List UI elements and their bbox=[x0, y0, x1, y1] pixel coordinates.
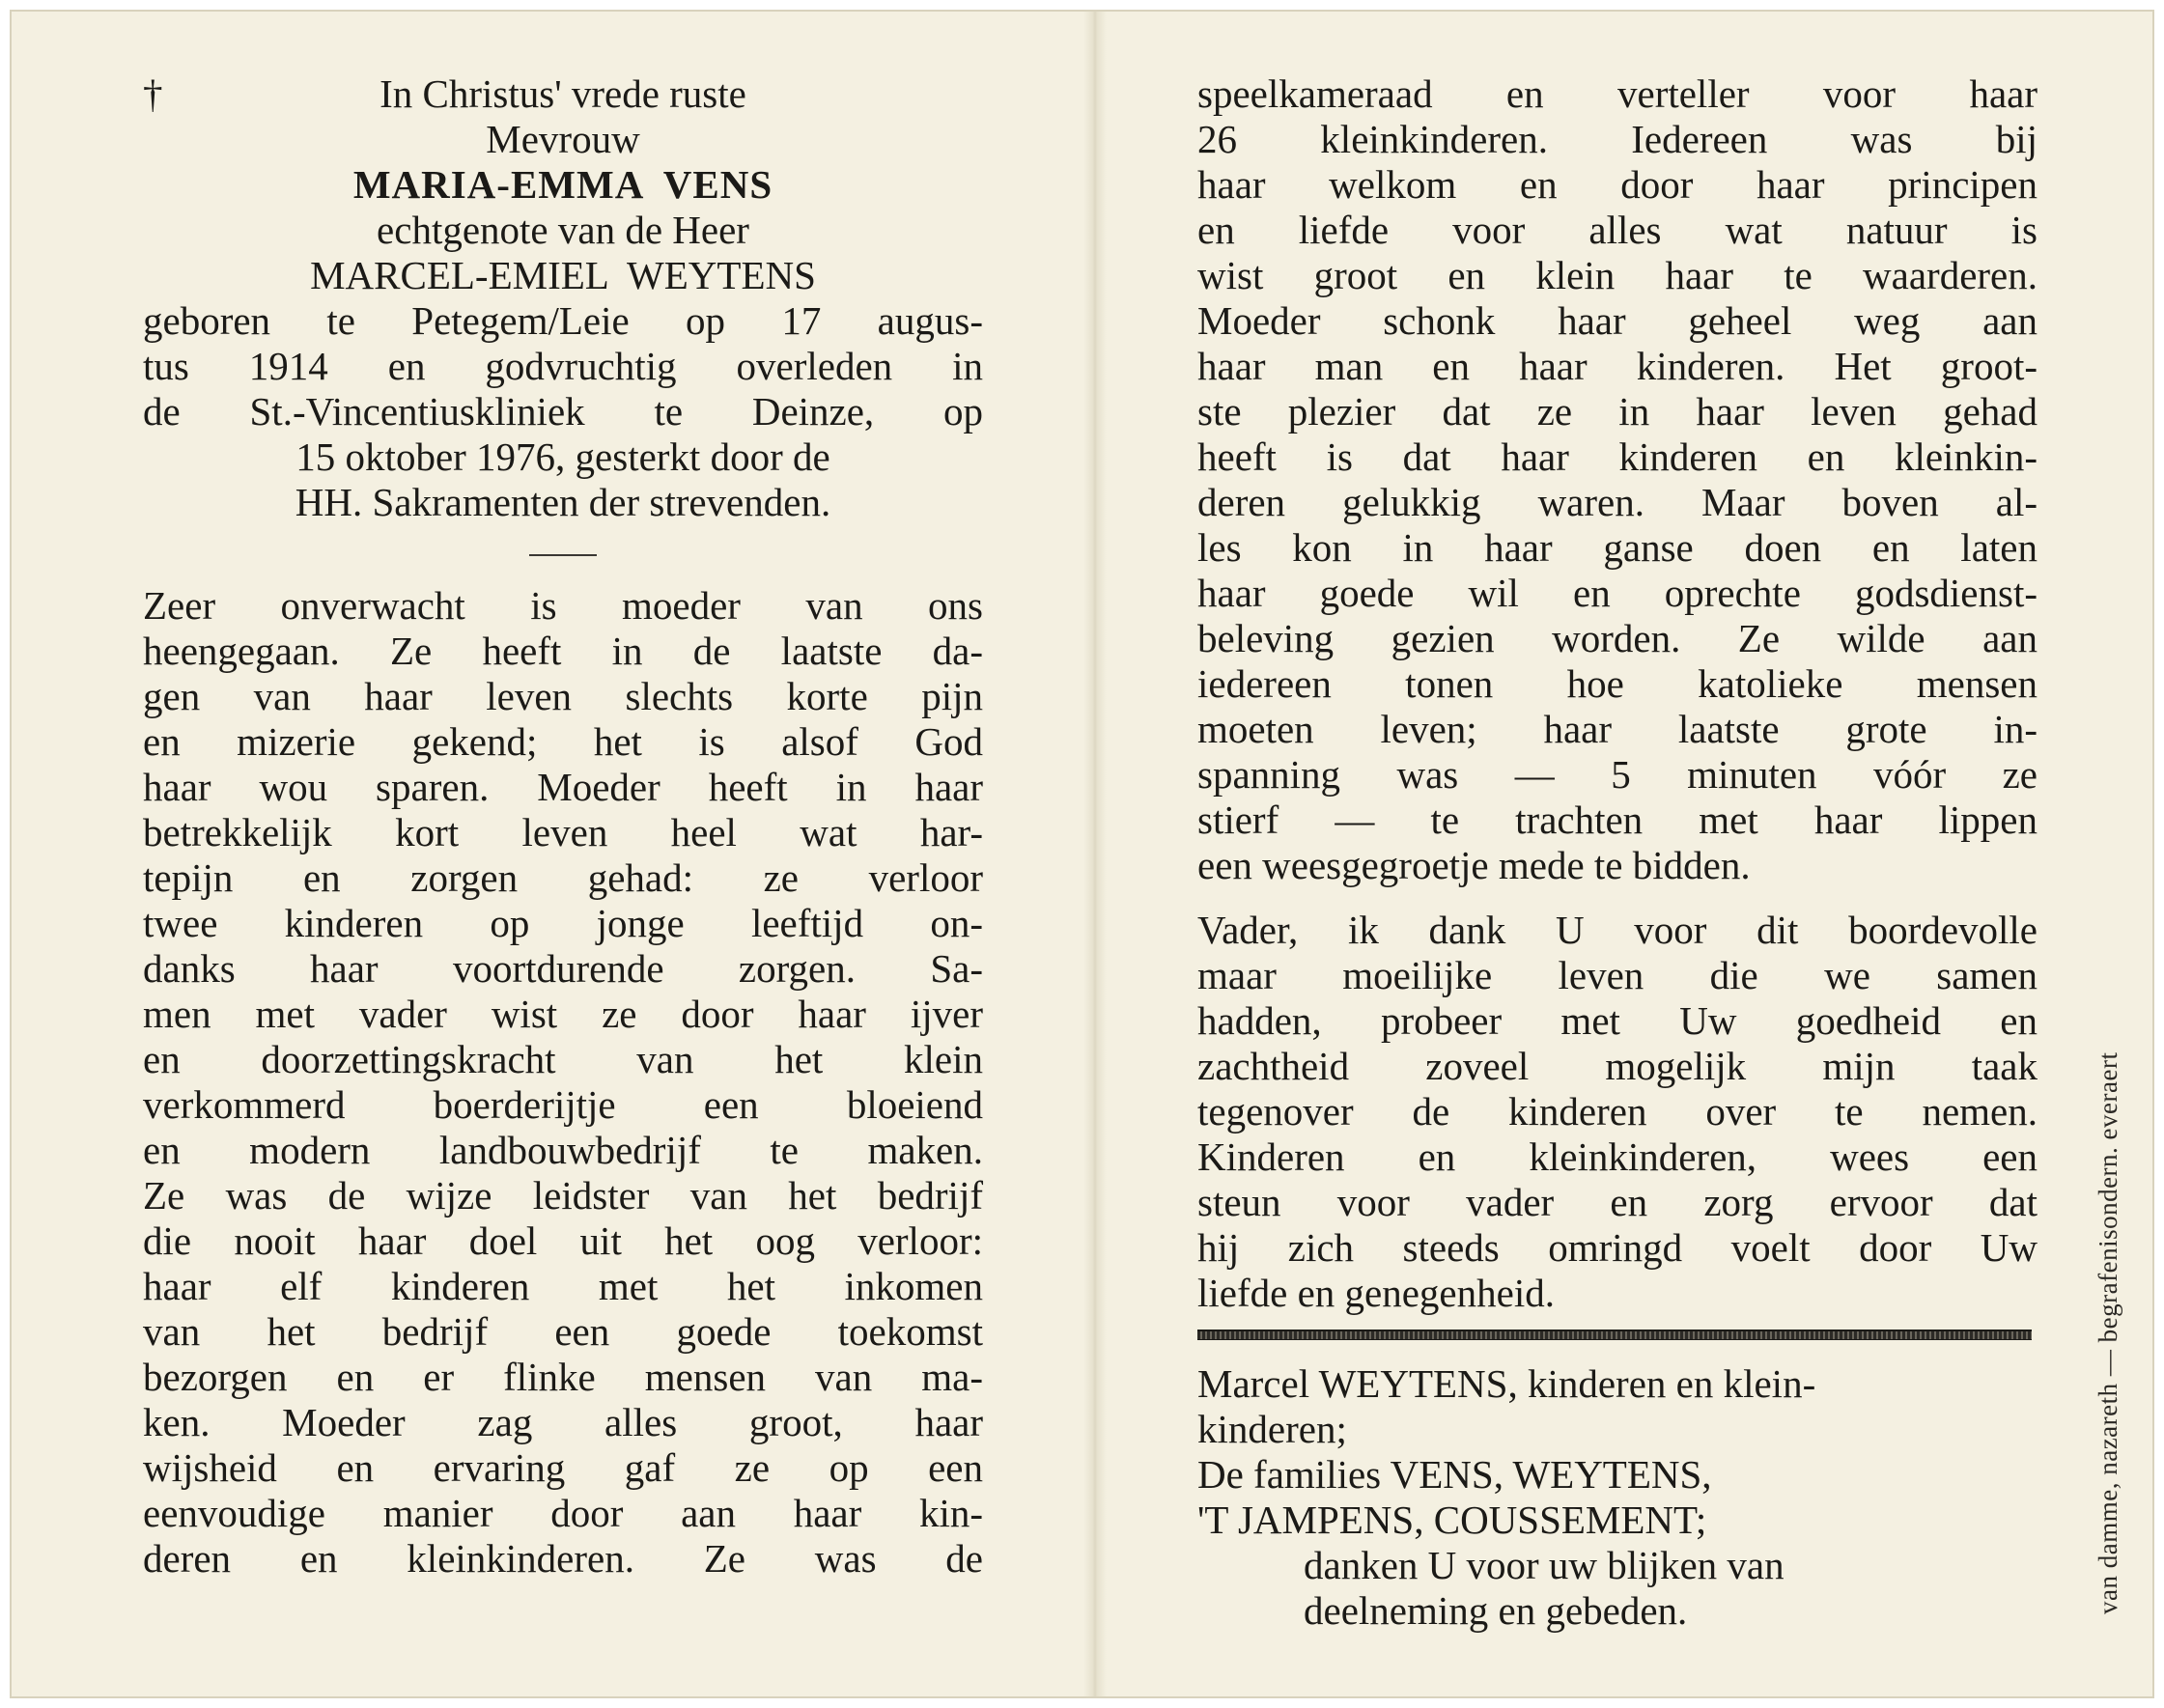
eulogy-line: les kon in haar ganse doen en laten bbox=[1197, 525, 2038, 570]
printer-imprint: van damme, nazareth — begrafenisondern. everaert bbox=[2094, 1051, 2122, 1614]
prayer-line: Vader, ik dank U voor dit boordevolle bbox=[1197, 908, 2038, 952]
prayer-line: hadden, probeer met Uw goedheid en bbox=[1197, 998, 2038, 1043]
deceased-name: MARIA-EMMA VENS bbox=[352, 162, 773, 207]
birth-line: tus 1914 en godvruchtig overleden in bbox=[143, 344, 983, 388]
thick-divider bbox=[1197, 1330, 2032, 1340]
header-line-1 bbox=[143, 71, 983, 117]
eulogy-line: haar welkom en door haar principen bbox=[1197, 162, 2038, 207]
spouse-name: MARCEL-EMIEL WEYTENS bbox=[310, 253, 816, 297]
eulogy-line: speelkameraad en verteller voor haar bbox=[1197, 71, 2038, 116]
eulogy-line: heengegaan. Ze heeft in de laatste da- bbox=[143, 629, 983, 673]
birth-line: HH. Sakramenten der strevenden. bbox=[295, 480, 831, 524]
signature-line: 'T JAMPENS, COUSSEMENT; bbox=[1197, 1498, 1707, 1542]
birth-death-text bbox=[143, 298, 983, 525]
eulogy-line: bezorgen en er flinke mensen van ma- bbox=[143, 1355, 983, 1399]
eulogy-line: stierf — te trachten met haar lippen bbox=[1197, 798, 2038, 842]
spouse-intro: echtgenote van de Heer bbox=[377, 208, 749, 252]
eulogy-line: heeft is dat haar kinderen en kleinkin- bbox=[1197, 434, 2038, 479]
eulogy-line: Zeer onverwacht is moeder van ons bbox=[143, 583, 983, 628]
eulogy-line: wijsheid en ervaring gaf ze op een bbox=[143, 1445, 983, 1490]
thanks-line: deelneming en gebeden. bbox=[1304, 1588, 1688, 1633]
eulogy-line: gen van haar leven slechts korte pijn bbox=[143, 674, 983, 718]
prayer-paragraph bbox=[1197, 908, 2038, 1316]
memorial-card bbox=[10, 10, 2154, 1698]
eulogy-line: en modern landbouwbedrijf te maken. bbox=[143, 1128, 983, 1172]
eulogy-line: iedereen tonen hoe katolieke mensen bbox=[1197, 661, 2038, 706]
signature-line: De families VENS, WEYTENS, bbox=[1197, 1452, 1712, 1497]
eulogy-line: haar goede wil en oprechte godsdienst- bbox=[1197, 571, 2038, 615]
eulogy-line: wist groot en klein haar te waarderen. bbox=[1197, 253, 2038, 297]
eulogy-line: ste plezier dat ze in haar leven gehad bbox=[1197, 389, 2038, 434]
eulogy-left bbox=[143, 583, 983, 1582]
thanks-line: danken U voor uw blijken van bbox=[1304, 1543, 1785, 1587]
title-mevrouw: Mevrouw bbox=[486, 117, 640, 161]
cross-icon: † bbox=[143, 71, 163, 116]
eulogy-line: en doorzettingskracht van het klein bbox=[143, 1037, 983, 1081]
prayer-line: liefde en genegenheid. bbox=[1197, 1271, 1555, 1315]
eulogy-line: verkommerd boerderijtje een bloeiend bbox=[143, 1082, 983, 1127]
eulogy-line: en liefde voor alles wat natuur is bbox=[1197, 208, 2038, 252]
eulogy-line: die nooit haar doel uit het oog verloor: bbox=[143, 1218, 983, 1263]
eulogy-line: tepijn en zorgen gehad: ze verloor bbox=[143, 855, 983, 900]
birth-line: de St.-Vincentiuskliniek te Deinze, op bbox=[143, 389, 983, 434]
signature-line: Marcel WEYTENS, kinderen en klein- bbox=[1197, 1361, 1816, 1406]
eulogy-line: danks haar voortdurende zorgen. Sa- bbox=[143, 946, 983, 991]
card-header bbox=[143, 71, 983, 298]
eulogy-line: haar wou sparen. Moeder heeft in haar bbox=[143, 765, 983, 809]
eulogy-line: men met vader wist ze door haar ijver bbox=[143, 992, 983, 1036]
prayer-line: zachtheid zoveel mogelijk mijn taak bbox=[1197, 1044, 2038, 1088]
paragraph-gap bbox=[1197, 888, 2038, 908]
eulogy-line: haar elf kinderen met het inkomen bbox=[143, 1264, 983, 1308]
left-page bbox=[143, 71, 983, 1582]
eulogy-line: eenvoudige manier door aan haar kin- bbox=[143, 1491, 983, 1535]
eulogy-line: deren gelukkig waren. Maar boven al- bbox=[1197, 480, 2038, 524]
eulogy-line: twee kinderen op jonge leeftijd on- bbox=[143, 901, 983, 945]
prayer-line: steun voor vader en zorg ervoor dat bbox=[1197, 1180, 2038, 1224]
eulogy-line: moeten leven; haar laatste grote in- bbox=[1197, 707, 2038, 751]
eulogy-line: deren en kleinkinderen. Ze was de bbox=[143, 1536, 983, 1581]
eulogy-line: Moeder schonk haar geheel weg aan bbox=[1197, 298, 2038, 343]
prayer-line: Kinderen en kleinkinderen, wees een bbox=[1197, 1134, 2038, 1179]
eulogy-line: betrekkelijk kort leven heel wat har- bbox=[143, 810, 983, 854]
signature-line: kinderen; bbox=[1197, 1407, 1347, 1451]
short-divider bbox=[529, 554, 597, 556]
eulogy-line: ken. Moeder zag alles groot, haar bbox=[143, 1400, 983, 1444]
eulogy-line: spanning was — 5 minuten vóór ze bbox=[1197, 752, 2038, 797]
right-page bbox=[1197, 71, 2038, 1634]
prayer-line: hij zich steeds omringd voelt door Uw bbox=[1197, 1225, 2038, 1270]
birth-line: 15 oktober 1976, gesterkt door de bbox=[295, 434, 830, 479]
eulogy-line: beleving gezien worden. Ze wilde aan bbox=[1197, 616, 2038, 660]
eulogy-line: een weesgegroetje mede te bidden. bbox=[1197, 843, 1751, 887]
eulogy-line: 26 kleinkinderen. Iedereen was bij bbox=[1197, 117, 2038, 161]
prayer-line: tegenover de kinderen over te nemen. bbox=[1197, 1089, 2038, 1134]
in-christus-text: In Christus' vrede ruste bbox=[379, 71, 746, 116]
eulogy-line: en mizerie gekend; het is alsof God bbox=[143, 719, 983, 764]
family-signature bbox=[1197, 1361, 2038, 1634]
card-fold bbox=[1083, 12, 1107, 1696]
birth-line: geboren te Petegem/Leie op 17 augus- bbox=[143, 298, 983, 343]
eulogy-line: haar man en haar kinderen. Het groot- bbox=[1197, 344, 2038, 388]
eulogy-line: van het bedrijf een goede toekomst bbox=[143, 1309, 983, 1354]
eulogy-line: Ze was de wijze leidster van het bedrijf bbox=[143, 1173, 983, 1218]
eulogy-right bbox=[1197, 71, 2038, 888]
prayer-line: maar moeilijke leven die we samen bbox=[1197, 953, 2038, 997]
